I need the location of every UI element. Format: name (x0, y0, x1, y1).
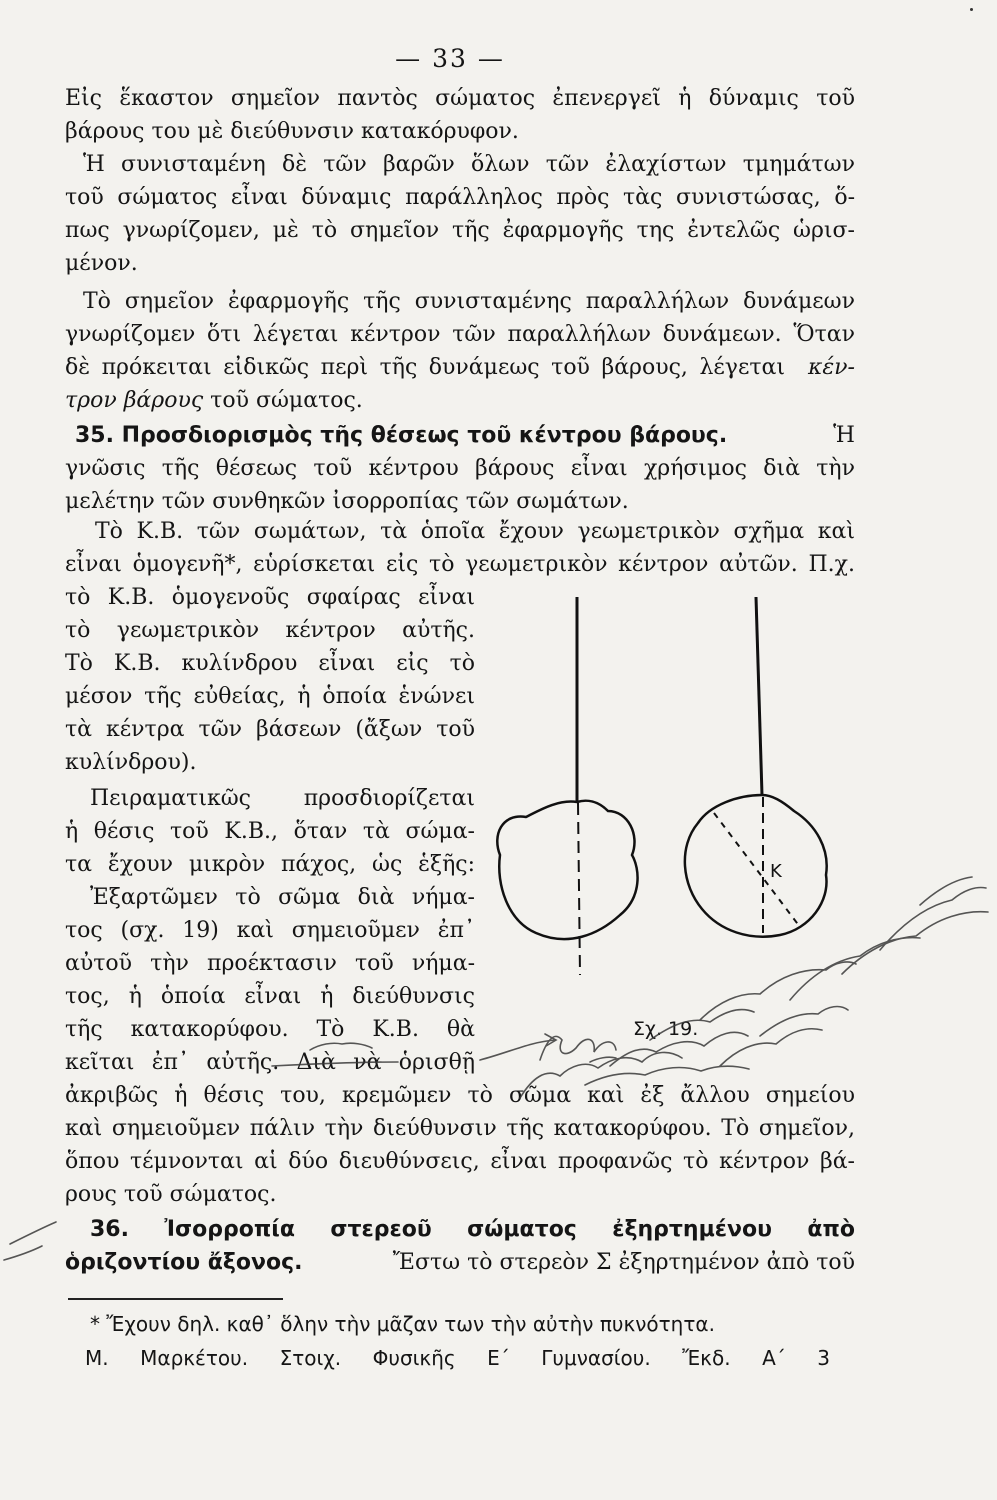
text-line: Ἡ συνισταμένη δὲ τῶν βαρῶν ὅλων τῶν ἐλαχίστων τμημάτων (83, 152, 855, 177)
text-line: γνωρίζομεν ὅτι λέγεται κέντρον τῶν παραλλήλων δυνάμεων. Ὅταν (65, 322, 855, 347)
margin-note-stroke (4, 1246, 42, 1260)
footnote-rule (68, 1298, 283, 1300)
handwriting-stroke (720, 1029, 822, 1066)
text-line: τὸ Κ.Β. ὁμογενοῦς σφαίρας εἶναι (65, 585, 475, 610)
text-line: Ἐξαρτῶμεν τὸ σῶμα διὰ νήμα- (90, 885, 475, 910)
text-line: τὸ γεωμετρικὸν κέντρον αὐτῆς. (65, 618, 475, 643)
handwriting-stroke (880, 888, 986, 951)
text-line: Τὸ Κ.Β. κυλίνδρου εἶναι εἰς τὸ (65, 651, 475, 676)
handwriting-underline (272, 1062, 398, 1066)
text-line: εἶναι ὁμογενῆ*, εὑρίσκεται εἰς τὸ γεωμετρικὸν κέντρον αὐτῶν. Π.χ. (65, 552, 855, 577)
text-line: τοῦ σώματος εἶναι δύναμις παράλληλος πρὸς τὰς συνιστώσας, ὅ- (65, 185, 855, 210)
text-line: ἡ θέσις τοῦ Κ.Β., ὅταν τὰ σώμα- (65, 819, 475, 844)
text-line: αὐτοῦ τὴν προέκτασιν τοῦ νήμα- (65, 951, 475, 976)
point-k-label: Κ (770, 861, 782, 882)
handwriting-stroke (700, 962, 856, 1020)
text-line: ὅπου τέμνονται αἱ δύο διευθύνσεις, εἶναι προφανῶς τὸ κέντρον βά- (65, 1149, 855, 1174)
emphasis-term-start: κέν- (807, 355, 855, 380)
text-line: γνῶσις τῆς θέσεως τοῦ κέντρου βάρους εἶναι χρήσιμος διὰ τὴν (65, 456, 855, 481)
text-line: Πειραματικῶς προσδιορίζεται (90, 786, 475, 811)
text-fragment: Ἔστω τὸ στερεὸν Σ ἐξηρτημένον ἀπὸ τοῦ (392, 1250, 855, 1275)
text-line: Τὸ σημεῖον ἐφαρμογῆς τῆς συνισταμένης παραλλήλων δυνάμεων (83, 289, 855, 314)
text-fragment: Ἡ (833, 423, 855, 448)
handwriting-stroke (760, 1007, 848, 1036)
text-fragment: τοῦ σώματος. (210, 388, 363, 413)
figure-caption: Σχ. 19. (633, 1018, 699, 1040)
text-line: ρους τοῦ σώματος. (65, 1182, 277, 1207)
margin-note-stroke (10, 1222, 56, 1244)
handwriting-stroke (520, 1052, 682, 1098)
text-line: δὲ πρόκειται εἰδικῶς περὶ τῆς δυνάμεως τοῦ βάρους, λέγεται (65, 355, 785, 380)
footnote: * Ἔχουν δηλ. καθ᾽ ὅλην τὴν μᾶζαν των τὴν αὐτὴν πυκνότητα. (90, 1312, 715, 1336)
text-line: κεῖται ἐπ᾽ αὐτῆς. Διὰ νὰ ὁρισθῇ (65, 1050, 475, 1075)
section-36-heading-end: ὁριζοντίου ἄξονος. (65, 1250, 303, 1275)
text-line: τὰ κέντρα τῶν βάσεων (ἄξων τοῦ (65, 717, 475, 742)
handwriting-stroke (842, 912, 988, 974)
handwriting-underline (310, 1043, 372, 1050)
section-36-heading: 36. Ἰσορροπία στερεοῦ σώματος ἐξηρτημένου ἀπὸ (90, 1217, 855, 1242)
section-35-heading: 35. Προσδιορισμὸς τῆς θέσεως τοῦ κέντρου βάρους. (75, 423, 728, 448)
handwriting-stroke (790, 938, 920, 1000)
text-line: τος, ἡ ὁποία εἶναι ἡ διεύθυνσις (65, 984, 475, 1009)
text-line: μέσον τῆς εὐθείας, ἡ ὁποία ἑνώνει (65, 684, 475, 709)
text-line: Τὸ Κ.Β. τῶν σωμάτων, τὰ ὁποῖα ἔχουν γεωμετρικὸν σχῆμα καὶ (95, 519, 855, 544)
emphasis-term-end: τρον βάρους (65, 388, 204, 413)
text-line: μένον. (65, 251, 138, 276)
signature-mark: 3 (817, 1346, 830, 1370)
handwriting-stroke (650, 1010, 754, 1040)
text-line: πως γνωρίζομεν, μὲ τὸ σημεῖον τῆς ἐφαρμογῆς της ἐντελῶς ὡρισ- (65, 218, 855, 243)
text-line: τος (σχ. 19) καὶ σημειοῦμεν ἐπ᾽ (65, 918, 475, 943)
text-line: βάρους του μὲ διεύθυνσιν κατακόρυφον. (65, 119, 519, 144)
imprint-text: Μ. Μαρκέτου. Στοιχ. Φυσικῆς Ε΄ Γυμνασίου. Ἔκδ. Α΄ (85, 1346, 786, 1370)
text-line: Εἰς ἕκαστον σημεῖον παντὸς σώματος ἐπενεργεῖ ἡ δύναμις τοῦ (65, 86, 855, 111)
handwriting-stroke (610, 1032, 748, 1066)
text-line: κυλίνδρου). (65, 750, 197, 775)
page-number: — 33 — (395, 44, 505, 73)
imprint-line (85, 1343, 830, 1373)
text-line: τῆς κατακορύφου. Τὸ Κ.Β. θὰ (65, 1017, 475, 1042)
text-line: ἀκριβῶς ἡ θέσις του, κρεμῶμεν τὸ σῶμα καὶ ἐξ ἄλλου σημείου (65, 1083, 855, 1108)
text-line: μελέτην τῶν συνθηκῶν ἰσορροπίας τῶν σωμάτων. (65, 489, 629, 514)
text-line: καὶ σημειοῦμεν πάλιν τὴν διεύθυνσιν τῆς κατακορύφου. Τὸ σημεῖον, (65, 1116, 855, 1141)
handwriting-stroke (585, 1066, 749, 1085)
text-line: τα ἔχουν μικρὸν πάχος, ὡς ἑξῆς: (65, 852, 475, 877)
